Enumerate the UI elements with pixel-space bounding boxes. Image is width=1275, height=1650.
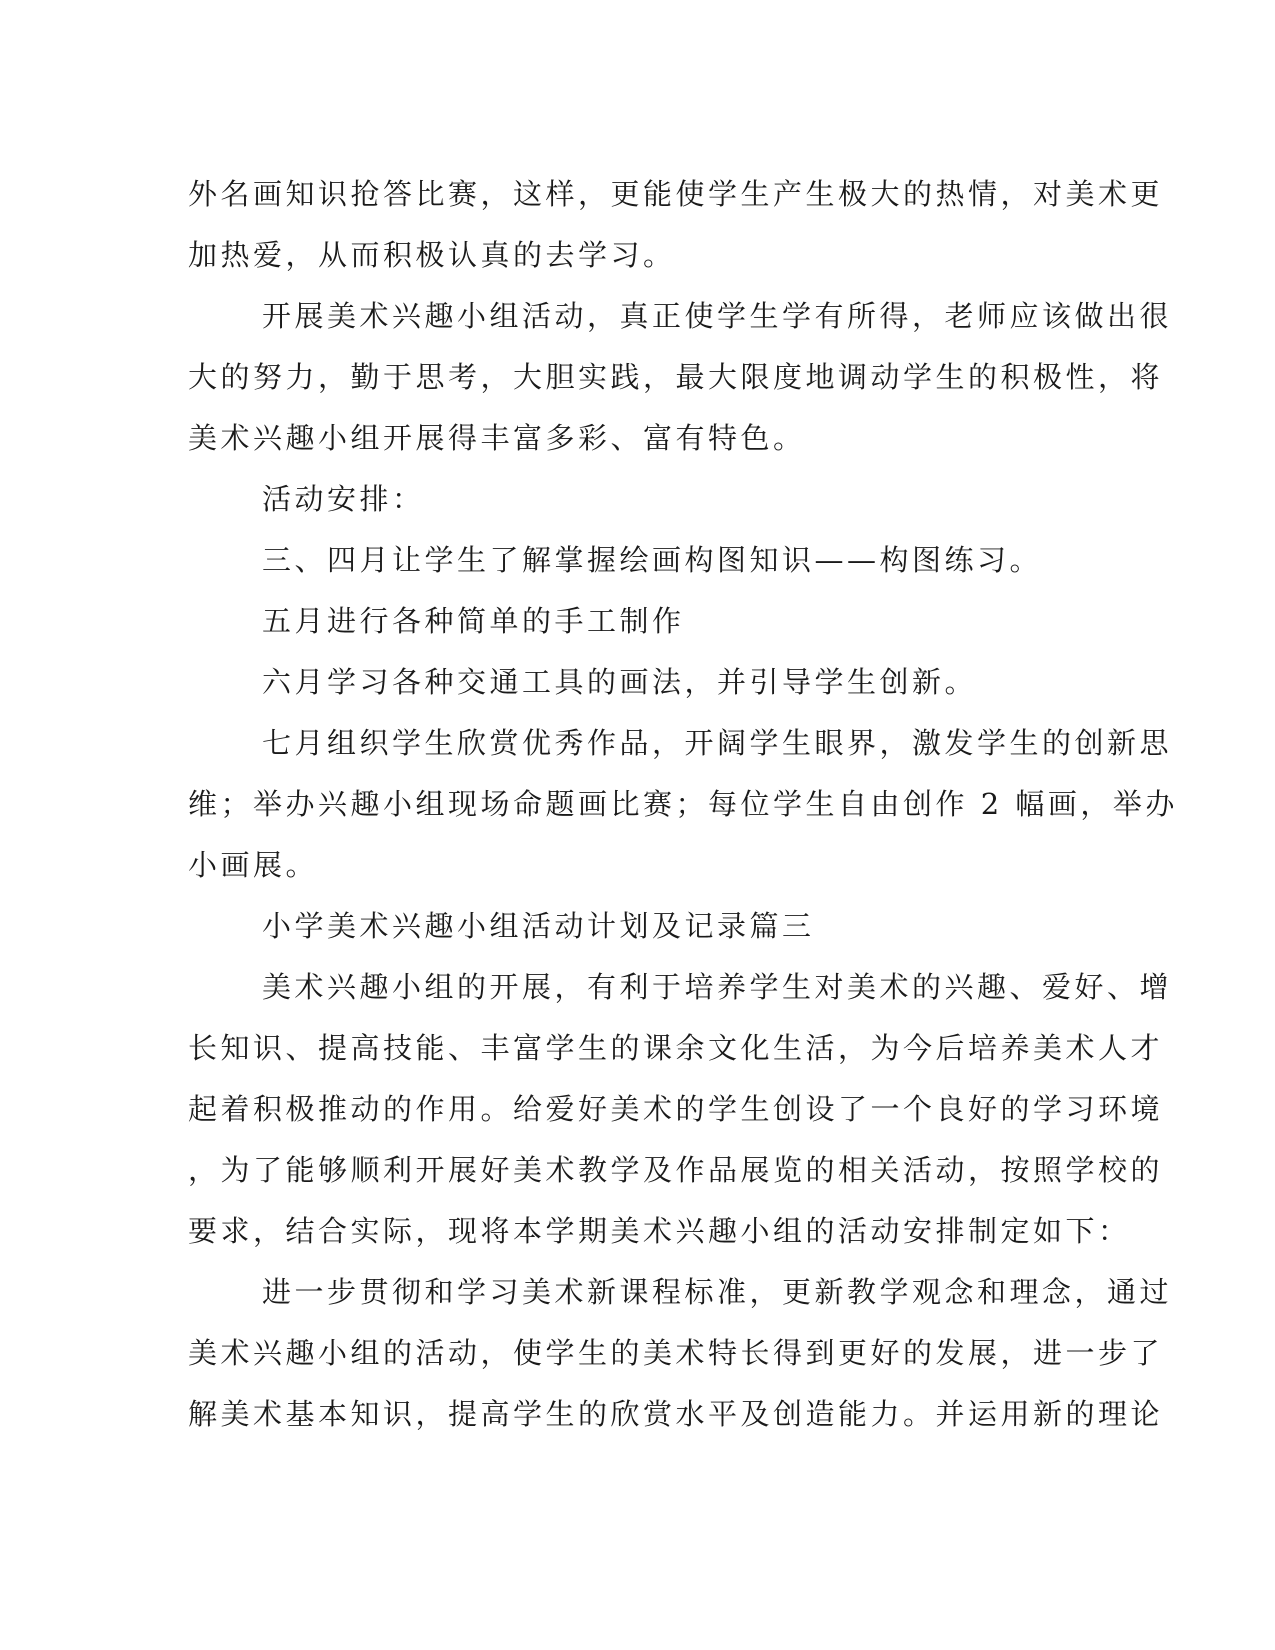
paragraph-start-line: 进一步贯彻和学习美术新课程标准，更新教学观念和理念，通过 <box>262 1275 1173 1309</box>
paragraph-start-line: 开展美术兴趣小组活动，真正使学生学有所得，老师应该做出很 <box>262 299 1173 333</box>
section-label: 活动安排： <box>262 482 425 516</box>
text-line: 大的努力，勤于思考，大胆实践，最大限度地调动学生的积极性，将 <box>188 360 1164 394</box>
document-body <box>188 164 1178 1445</box>
schedule-item: 六月学习各种交通工具的画法，并引导学生创新。 <box>262 665 978 699</box>
text-line: 长知识、提高技能、丰富学生的课余文化生活，为今后培养美术人才 <box>188 1031 1164 1065</box>
text-line: 美术兴趣小组的活动，使学生的美术特长得到更好的发展，进一步了 <box>188 1336 1164 1370</box>
section-heading: 小学美术兴趣小组活动计划及记录篇三 <box>262 909 815 943</box>
schedule-item: 五月进行各种简单的手工制作 <box>262 604 685 638</box>
text-line: 外名画知识抢答比赛，这样，更能使学生产生极大的热情，对美术更 <box>188 177 1164 211</box>
text-line: 解美术基本知识，提高学生的欣赏水平及创造能力。并运用新的理论 <box>188 1397 1164 1431</box>
text-line: ，为了能够顺利开展好美术教学及作品展览的相关活动，按照学校的 <box>188 1153 1164 1187</box>
text-line: 小画展。 <box>188 848 319 882</box>
paragraph-start-line: 美术兴趣小组的开展，有利于培养学生对美术的兴趣、爱好、增 <box>262 970 1173 1004</box>
text-line: 起着积极推动的作用。给爱好美术的学生创设了一个良好的学习环境 <box>188 1092 1164 1126</box>
text-line: 维；举办兴趣小组现场命题画比赛；每位学生自由创作 2 幅画，举办 <box>188 787 1178 821</box>
schedule-item: 七月组织学生欣赏优秀作品，开阔学生眼界，激发学生的创新思 <box>262 726 1173 760</box>
text-line: 美术兴趣小组开展得丰富多彩、富有特色。 <box>188 421 806 455</box>
text-line: 加热爱，从而积极认真的去学习。 <box>188 238 676 272</box>
schedule-item: 三、四月让学生了解掌握绘画构图知识——构图练习。 <box>262 543 1043 577</box>
text-line: 要求，结合实际，现将本学期美术兴趣小组的活动安排制定如下： <box>188 1214 1131 1248</box>
